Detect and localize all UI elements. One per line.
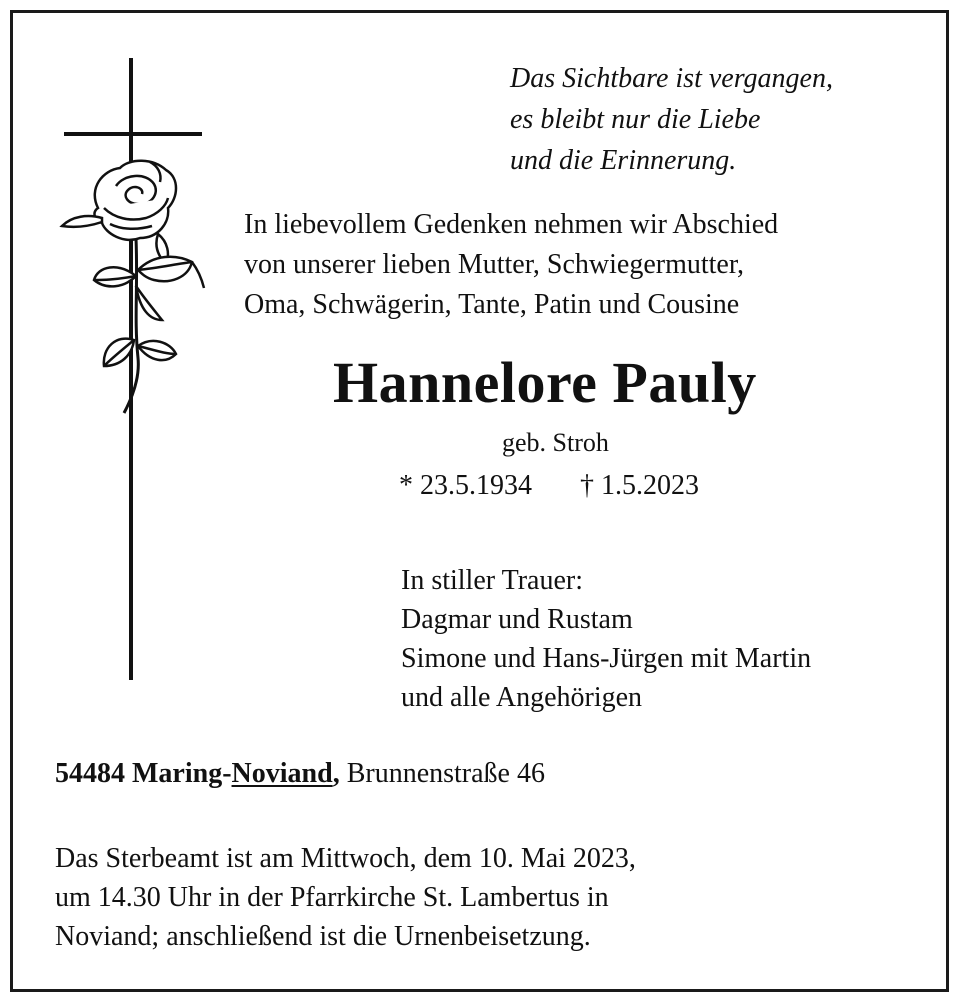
service-line: Noviand; anschließend ist die Urnenbeisetzung.	[55, 921, 591, 952]
poem-line: es bleibt nur die Liebe	[510, 104, 761, 135]
cross-rose-icon	[58, 58, 208, 688]
street: Brunnenstraße 46	[339, 758, 545, 789]
obituary-frame	[10, 10, 949, 992]
birth-name: geb. Stroh	[502, 428, 609, 457]
death-date: † 1.5.2023	[580, 470, 699, 501]
address-comma: ,	[332, 758, 340, 789]
poem-line: und die Erinnerung.	[510, 145, 737, 176]
intro-line: von unserer lieben Mutter, Schwiegermutter,	[244, 249, 745, 280]
mourners	[401, 561, 811, 717]
postal-city: 54484 Maring-	[55, 758, 232, 789]
intro-text	[244, 205, 778, 325]
poem-line: Das Sichtbare ist vergangen,	[510, 63, 833, 94]
life-dates	[399, 468, 699, 504]
service-line: Das Sterbeamt ist am Mittwoch, dem 10. Mai 2023,	[55, 843, 636, 874]
mourners-line: Dagmar und Rustam	[401, 604, 633, 635]
poem	[510, 58, 833, 181]
intro-line: Oma, Schwägerin, Tante, Patin und Cousine	[244, 289, 740, 320]
service-line: um 14.30 Uhr in der Pfarrkirche St. Lambertus in	[55, 882, 609, 913]
address	[55, 756, 545, 792]
service-info	[55, 839, 636, 956]
city-underlined: Noviand	[231, 758, 333, 789]
mourners-line: Simone und Hans-Jürgen mit Martin	[401, 643, 812, 674]
birth-date: * 23.5.1934	[399, 470, 532, 501]
intro-line: In liebevollem Gedenken nehmen wir Abschied	[244, 209, 779, 240]
deceased-name: Hannelore Pauly	[333, 350, 757, 415]
mourners-line: In stiller Trauer:	[401, 565, 583, 596]
mourners-line: und alle Angehörigen	[401, 682, 643, 713]
